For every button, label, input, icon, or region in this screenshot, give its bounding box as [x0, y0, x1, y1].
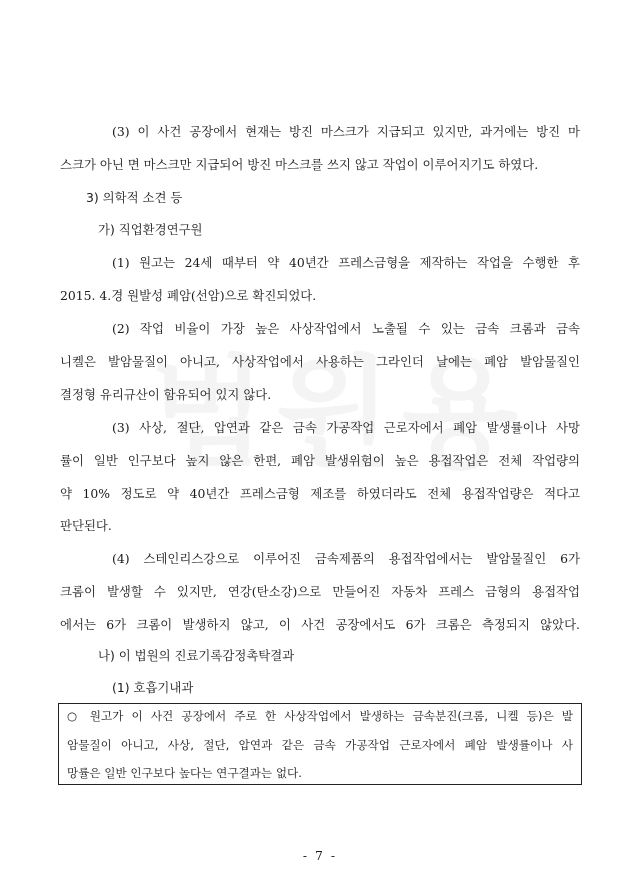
item-3-line-4: 판단된다.	[60, 518, 112, 533]
heading-pulmonology: (1) 호흡기내과	[112, 680, 194, 695]
heading-court-appraisal: 나) 이 법원의 진료기록감정촉탁결과	[98, 648, 295, 663]
box-line-3: 망률은 일반 인구보다 높다는 연구결과는 없다.	[67, 766, 302, 780]
item-4-line-1: (4) 스테인리스강으로 이루어진 금속제품의 용접작업에서는 발암물질인 6가	[112, 551, 580, 566]
item-2-line-2: 니켈은 발암물질이 아니고, 사상작업에서 사용하는 그라인더 날에는 폐암 발암물질인	[60, 354, 580, 369]
item-2-line-1: (2) 작업 비율이 가장 높은 사상작업에서 노출될 수 있는 금속 크롬과 금속	[112, 321, 580, 336]
heading-medical-opinions: 3) 의학적 소견 등	[86, 190, 183, 205]
item-3-line-1: (3) 사상, 절단, 압연과 같은 금속 가공작업 근로자에서 폐암 발생률이나 사망	[112, 420, 580, 435]
item-3-line-2: 률이 일반 인구보다 높지 않은 한편, 폐암 발생위험이 높은 용접작업은 전체 작업량의	[60, 453, 580, 468]
box-line-2: 암물질이 아니고, 사상, 절단, 압연과 같은 금속 가공작업 근로자에서 폐암 발생률이나 사	[67, 738, 573, 752]
item-3-line-3: 약 10% 정도로 약 40년간 프레스금형 제조를 하였더라도 전체 용접작업량은 적다고	[60, 486, 580, 501]
box-line-1: ○ 원고가 이 사건 공장에서 주로 한 사상작업에서 발생하는 금속분진(크롬, 니켈 등)은 발	[67, 709, 573, 723]
appraisal-result-box	[58, 703, 582, 785]
item-4-line-3: 에서는 6가 크롬이 발생하지 않고, 이 사건 공장에서도 6가 크롬은 측정되지 않았다.	[60, 617, 580, 632]
watermark-seal	[150, 315, 550, 515]
item-2-line-3: 결정형 유리규산이 함유되어 있지 않다.	[60, 387, 272, 402]
page-number: - 7 -	[302, 848, 338, 863]
paragraph-3-line-2: 스크가 아닌 면 마스크만 지급되어 방진 마스크를 쓰지 않고 작업이 이루어지기도 하였다.	[60, 157, 539, 172]
paragraph-3-line-1: (3) 이 사건 공장에서 현재는 방진 마스크가 지급되고 있지만, 과거에는 방진 마	[112, 124, 580, 139]
item-1-line-2: 2015. 4.경 원발성 폐암(선암)으로 확진되었다.	[60, 288, 317, 303]
item-4-line-2: 크롬이 발생할 수 있지만, 연강(탄소강)으로 만들어진 자동차 프레스 금형의 용접작업	[60, 584, 580, 599]
item-1-line-1: (1) 원고는 24세 때부터 약 40년간 프레스금형을 제작하는 작업을 수행한 후	[112, 255, 580, 270]
heading-occupational-institute: 가) 직업환경연구원	[98, 222, 203, 237]
